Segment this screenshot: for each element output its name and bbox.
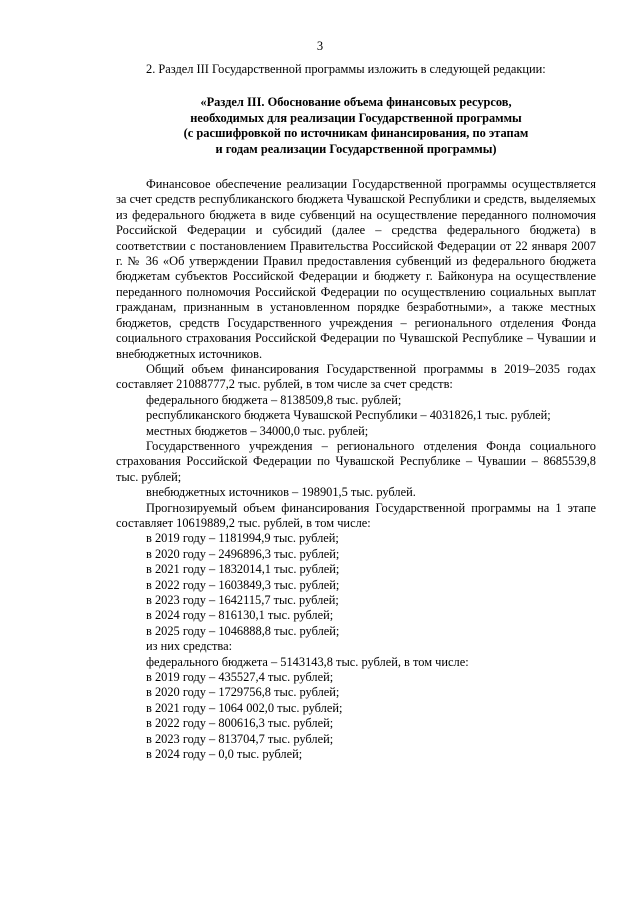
year-item: в 2019 году – 1181994,9 тыс. рублей; [146, 531, 339, 546]
heading-line: (с расшифровкой по источникам финансирования, по этапам [183, 126, 529, 141]
heading-line: «Раздел III. Обоснование объема финансовых ресурсов, [200, 95, 512, 110]
heading-line: и годам реализации Государственной программы) [215, 141, 497, 156]
funding-item: местных бюджетов – 34000,0 тыс. рублей; [146, 423, 369, 438]
year-item: в 2025 году – 1046888,8 тыс. рублей; [146, 623, 340, 638]
year-item: в 2022 году – 800616,3 тыс. рублей; [146, 716, 334, 731]
year-item: в 2024 году – 816130,1 тыс. рублей; [146, 608, 334, 623]
funding-item: федерального бюджета – 5143143,8 тыс. рублей, в том числе: [146, 654, 469, 669]
year-item: в 2021 году – 1064 002,0 тыс. рублей; [146, 700, 343, 715]
year-item: в 2020 году – 1729756,8 тыс. рублей; [146, 685, 340, 700]
document-body [116, 62, 596, 762]
year-item: в 2021 году – 1832014,1 тыс. рублей; [146, 562, 340, 577]
heading-line: необходимых для реализации Государственной программы [190, 110, 522, 125]
funding-item: Государственного учреждения – регионального отделения Фонда социального страхования Российской Федерации по Чувашской Республике – Чувашии – 8685539,8 тыс. рублей; [116, 438, 596, 484]
funding-item: республиканского бюджета Чувашской Республики – 4031826,1 тыс. рублей; [146, 408, 551, 423]
year-item: в 2019 году – 435527,4 тыс. рублей; [146, 670, 334, 685]
year-item: в 2023 году – 813704,7 тыс. рублей; [146, 731, 334, 746]
body-paragraph: Финансовое обеспечение реализации Государственной программы осуществляется за счет средств республиканского бюджета Чувашской Республики и средств, выделяемых из федерального бюджета в виде субвенций на осуществление переданного полномочия Российской Федерации и субсидий (далее – средства федерального бюджета) в соответствии с постановлением Правительства Российской Федерации от 22 января 2007 г. № 36 «Об утверждении Правил предоставления субвенций из федерального бюджета бюджетам субъектов Российской Федерации и бюджету г. Байконура на осуществление переданного полномочия Российской Федерации по осуществлению социальных выплат гражданам, признанным в установленном порядке безработными», а также местных бюджетов, средств Государственного учреждения – регионального отделения Фонда социального страхования Российской Федерации по Чувашской Республике – Чувашии и внебюджетных источников. [116, 177, 596, 361]
body-paragraph: Прогнозируемый объем финансирования Государственной программы на 1 этапе составляет 10619889,2 тыс. рублей, в том числе: [116, 500, 596, 530]
section-heading [116, 95, 596, 157]
year-item: в 2023 году – 1642115,7 тыс. рублей; [146, 593, 339, 607]
funding-item: федерального бюджета – 8138509,8 тыс. рублей; [146, 392, 402, 407]
funding-item: внебюджетных источников – 198901,5 тыс. рублей. [146, 485, 416, 500]
subheading-item: из них средства: [146, 639, 233, 654]
body-paragraph: Общий объем финансирования Государственной программы в 2019–2035 годах составляет 21088777,2 тыс. рублей, в том числе за счет средств: [116, 361, 596, 392]
year-item: в 2020 году – 2496896,3 тыс. рублей; [146, 546, 340, 561]
page-number: 3 [316, 39, 324, 53]
year-item: в 2024 году – 0,0 тыс. рублей; [146, 747, 303, 762]
year-item: в 2022 году – 1603849,3 тыс. рублей; [146, 577, 340, 592]
intro-paragraph: 2. Раздел III Государственной программы изложить в следующей редакции: [146, 62, 546, 76]
